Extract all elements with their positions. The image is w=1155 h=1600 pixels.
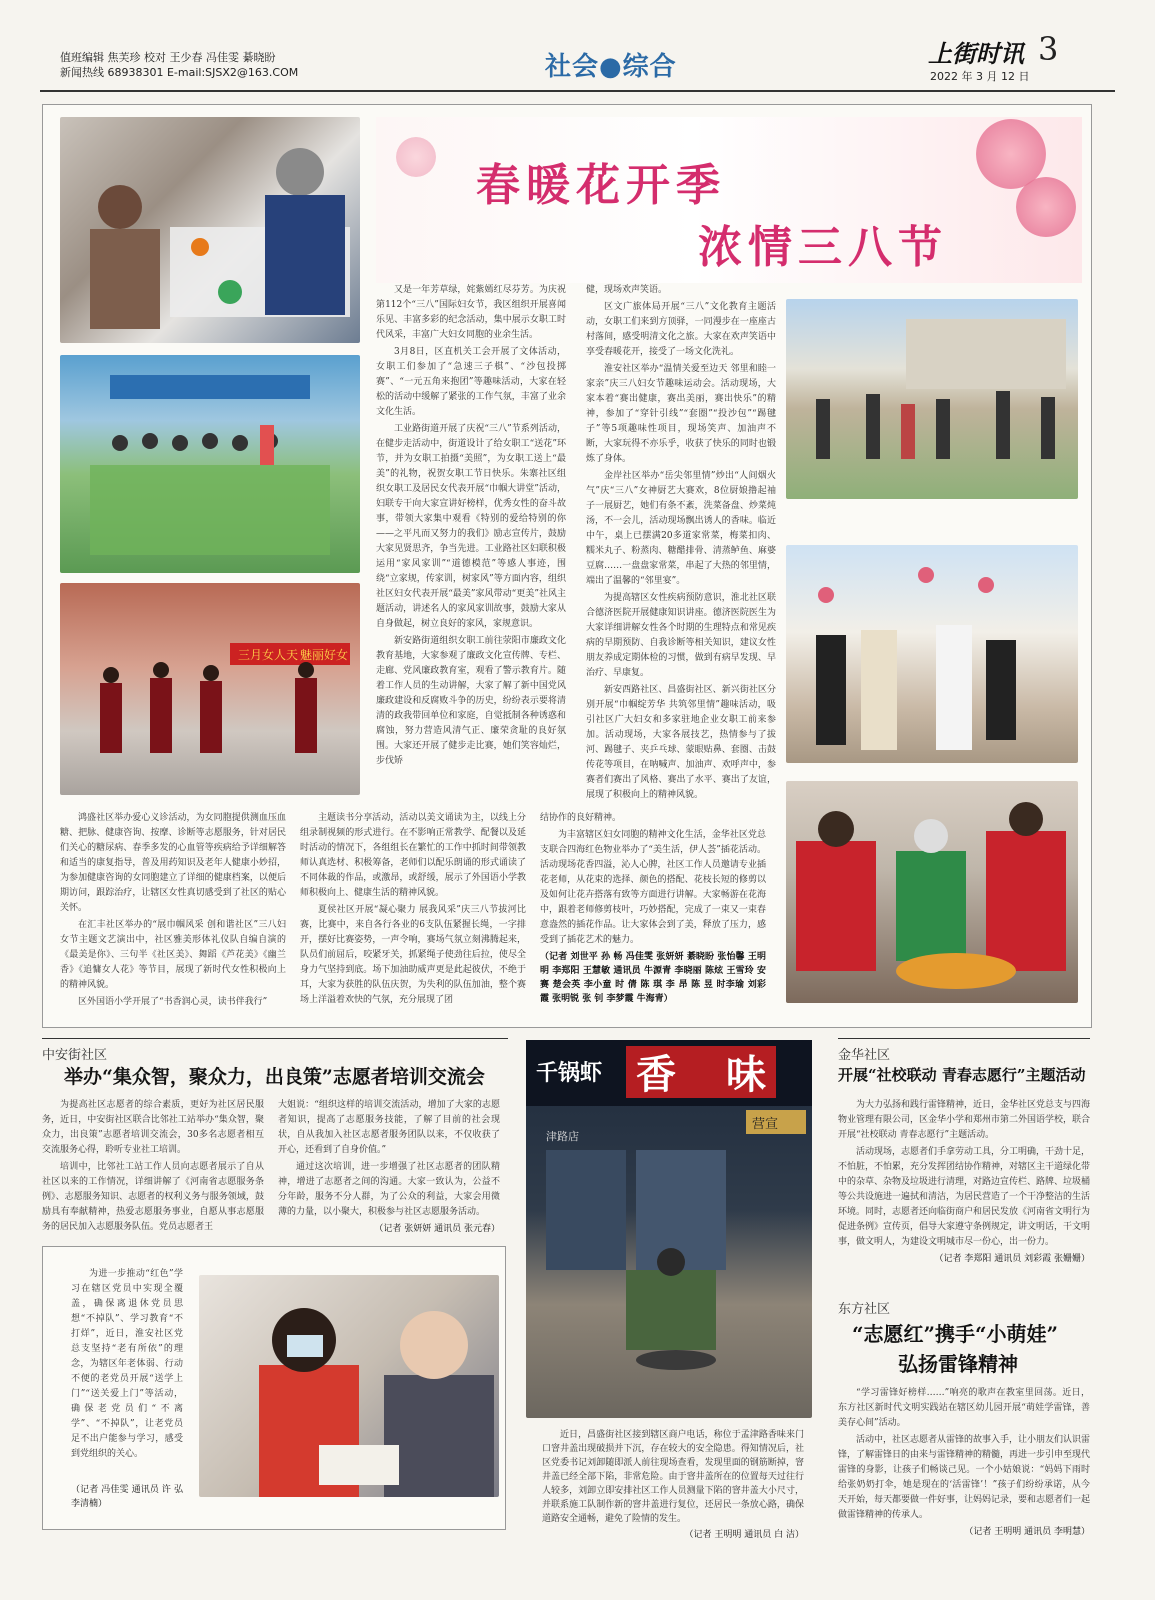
paragraph: 3月8日，区直机关工会开展了文体活动，女职工们参加了“急速三子棋”、“沙包投掷赛”、“一元五角来抱团”等趣味活动，大家在轻松的活动中缓解了紧张的工作气氛，丰富了业余文化生活。 — [376, 347, 566, 417]
staff-info — [60, 50, 298, 80]
photo-dance-performance — [60, 583, 360, 795]
article-headline-line1: “志愿红”携手“小萌娃” — [852, 1322, 1059, 1346]
photo-manhole-repair — [526, 1040, 812, 1418]
community-label: 中安街社区 — [42, 1048, 108, 1063]
issue-date: 2022 年 3 月 12 日 — [930, 70, 1030, 83]
byline: （记者 刘世平 孙 畅 冯佳雯 张妍妍 綦晓盼 张怡馨 王明明 李郑阳 王慧敏 通讯员 牛源青 李晓丽 陈炫 王雪玲 安 赛 楚会英 李小童 时 倩 陈 琪 李 昂 陈 昱 时李瑜 刘彩霞 张明锐 张 钊 李梦霞 牛海青） — [540, 952, 766, 1004]
stage-banner-text: 三月女人天 — [238, 648, 299, 662]
byline: （记者 李郑阳 通讯员 刘彩霞 张姗姗） — [934, 1254, 1090, 1264]
photo-story-box — [42, 1246, 506, 1530]
article-headline: 举办“集众智，聚众力，出良策”志愿者培训交流会 — [64, 1066, 485, 1088]
feature-article-bottom1 — [60, 811, 286, 1011]
staff-line: 值班编辑 焦芙珍 校对 王少春 冯佳雯 綦晓盼 — [60, 51, 276, 64]
community-label: 东方社区 — [838, 1302, 891, 1317]
paragraph: 为大力弘扬和践行雷锋精神，近日，金华社区党总支与四海物业管理有限公司，区金华小学和郑州市第二外国语学校，联合开展“社校联动 青春志愿行”主题活动。 — [838, 1100, 1091, 1140]
community-label: 金华社区 — [838, 1048, 891, 1063]
paragraph: 培训中，比邻社工站工作人员向志愿者展示了自从社区以来的工作情况，详细讲解了《河南省志愿服务条例》、志愿服务知识、志愿者的权利义务与服务领域，鼓励具有奉献精神，热爱志愿服务事业，自愿从事志愿服务的居民加入志愿服务队伍。党员志愿者王 — [42, 1162, 264, 1232]
paragraph: 工业路街道开展了庆祝“三八”节系列活动，在健步走活动中，街道设计了给女职工“送花”环节，并为女职工拍摄“美照”，为女职工送上“最美”的礼物，祝贺女职工节日快乐。朱寨社区组织女职工及居民女代表开展“巾帼大讲堂”活动，妇联专干向大家宣讲好榜样，优秀女性的奋斗故事，带领大家集中观看《特别的爱给特别的你——之平凡而又努力的我们》励志宣传片，鼓励大家见贤思齐，争当先进。工业路社区妇联积极运用“家风家训”“道德模范”等感人事迹，围绕“立家规，传家训，树家风”等方面内容，组织社区妇女代表开展“最美”家风带动“更美”社风主题活动，讲述名人的家风家训故事，鼓励大家从自身做起，树立良好的家风，家规意识。 — [376, 424, 566, 629]
shop-sign-text: 营宣 — [752, 1117, 779, 1132]
photo-sports-meet — [786, 299, 1078, 499]
section-title: 社会●综合 — [545, 52, 677, 82]
photo-figures — [786, 781, 1078, 1003]
photo-figures — [199, 1275, 499, 1497]
paragraph: 为提高辖区女性疾病预防意识，淮北社区联合德济医院开展健康知识讲座。德济医院医生为大家详细讲解女性各个时期的生理特点和常见疾病的早期预防、自我诊断等相关知识，建议女性朋友养成定期体检的习惯，做到有病早发现、早治疗、早康复。 — [586, 593, 776, 678]
byline: （记者 冯佳雯 通讯员 许 弘 李清楠） — [71, 1485, 183, 1509]
photo-story-text — [71, 1267, 183, 1473]
paragraph: 通过这次培训，进一步增强了社区志愿者的团队精神，增进了志愿者之间的沟通。大家一致认为，公益不分年龄，服务不分人群，为了公众的利益，大家会用微薄的力量，以小聚大，积极参与社区志愿服务活动。 — [278, 1162, 500, 1217]
section-rule — [42, 1038, 508, 1039]
paragraph: 活动现场，志愿者们手拿劳动工具，分工明确，干劲十足，不怕脏，不怕累，充分发挥团结协作精神，对辖区主干道绿化带中的杂草、杂物及垃圾进行清理，对路边宣传栏、路牌、垃圾桶等公共设施进一遍拭和清洁，为居民营造了一个干净整洁的生活环境。同时，志愿者还向临街商户和居民发放《河南省文明行为促进条例》宣传页，倡导大家遵守条例规定，讲文明话，干文明事，做文明人，为建设文明城市尽一份心，出一份力。 — [838, 1147, 1091, 1247]
paragraph: 区文广旅体局开展“三八”文化教育主题活动，女职工们来到方顶驿，一同漫步在一座座古村落间，感受明清文化之旅。大家在欢声笑语中享受春暖花开，接受了一场文化洗礼。 — [586, 302, 776, 357]
feature-title-line1: 春暖花开季 — [476, 160, 726, 211]
feature-article-bottom3 — [540, 811, 766, 1011]
article-headline-line2: 弘扬雷锋精神 — [898, 1352, 1018, 1376]
dongfang-article — [838, 1386, 1090, 1556]
paragraph: 在汇丰社区举办的“展巾帼风采 创和谐社区”三八妇女节主题文艺演出中，社区雅美形体礼仪队自编自演的《最美是你》、三句半《社区美》、舞蹈《芦花美》《幽兰香》《追慵女人花》等节目，展现了新时代女性积极向上的精神风貌。 — [60, 920, 286, 990]
shop-sign-text: 千锅虾 — [536, 1061, 603, 1086]
paragraph: 夏侯社区开展“凝心聚力 展我风采”庆三八节拔河比赛，比赛中，来自各行各业的6支队伍紧握长绳，一字排开，摆好比赛姿势，一声令响，赛场气氛立刻沸腾起来，队员们前屈后，咬紧牙关，抓紧绳子使劲往后拉，使尽全身力气坚持到底。场下加油助威声更是此起彼伏，不绝于耳，大家为获胜的队伍庆贺，为失利的队伍加油，整个赛场上洋溢着欢快的气氛，充分展现了团 — [300, 905, 526, 1005]
paragraph: 健，现场欢声笑语。 — [586, 285, 668, 295]
paragraph: “学习雷锋好榜样……”响亮的歌声在教室里回荡。近日，东方社区新时代文明实践站在辖区幼儿园开展“萌娃学雷锋，善美存心间”活动。 — [838, 1388, 1090, 1428]
feature-article-bottom2 — [300, 811, 526, 1011]
paragraph: 为进一步推动“红色”学习在辖区党员中实现全覆盖，确保离退休党员思想“不掉队”、学习教育“不打烊”，近日，淮安社区党总支坚持“老有所依”的理念，为辖区年老体弱、行动不便的老党员开展“送学上门”“送关爱上门”等活动，确保老党员们“不离学”、“不掉队”，让老党员足不出户能参与学习，感受到党组织的关心。 — [71, 1269, 183, 1459]
photo-figures — [60, 355, 360, 573]
hotline-line: 新闻热线 68938301 E-mail:SJSX2@163.COM — [60, 66, 299, 79]
page-number: 3 — [1038, 30, 1059, 68]
shop-sign-text: 味 — [726, 1052, 766, 1098]
paragraph: 又是一年芳草绿，姹紫嫣红尽芬芳。为庆祝第112个“三八”国际妇女节，我区组织开展喜闻乐见、丰富多彩的纪念活动，集中展示女职工时代风采，丰富广大妇女同胞的业余生活。 — [376, 285, 566, 340]
photo-cooking-contest — [786, 781, 1078, 1003]
paragraph: 新安路街道组织女职工前往荥阳市廉政文化教育基地，大家参观了廉政文化宣传牌、专栏、走廊、党风廉政教育室，观看了警示教育片。随着工作人员的生动讲解，大家了解了新中国党风廉政建设和反腐败斗争的历史，纷纷表示要将清清的政我带回单位和家庭，自觉抵制各种诱惑和腐蚀，努力营造风清气正、廉荣贪耻的良好氛围。大家还开展了健步走比赛，她们笑容灿烂，步伐矫 — [376, 636, 566, 766]
photo-pitch-pot-game — [60, 355, 360, 573]
photo-figures — [786, 545, 1078, 763]
page-header — [0, 0, 1155, 100]
photo-figures — [526, 1040, 812, 1418]
jinhua-article — [838, 1098, 1090, 1286]
flower-decoration — [396, 137, 436, 177]
byline: （记者 王明明 通讯员 李明慧） — [964, 1527, 1090, 1537]
photo-figures — [60, 583, 360, 795]
stage-banner-text: 魅丽好女 — [300, 648, 349, 662]
section-rule — [838, 1038, 1090, 1039]
shop-sign-text: 香 — [636, 1052, 676, 1098]
paragraph: 结协作的良好精神。 — [540, 813, 622, 823]
byline: （记者 王明明 通讯员 白 洁） — [684, 1530, 804, 1540]
zhongan-article-col1 — [42, 1098, 264, 1230]
newspaper-logo: 上街时讯 — [928, 39, 1024, 68]
zhongan-article-col2 — [278, 1098, 500, 1236]
photo-women-with-flowers — [786, 545, 1078, 763]
feature-article-col2 — [586, 283, 776, 800]
feature-title-line2: 浓情三八节 — [698, 222, 948, 273]
feature-section — [42, 104, 1092, 1028]
paragraph: 金岸社区举办“岳尖邻里情”炒出“人间烟火气”庆“三八”女神厨艺大赛欢，8位厨娘撸起袖子一展厨艺，她们有条不紊，洗菜备盘、炒菜炖汤，不一会儿，活动现场飘出诱人的香味。临近中午，桌上已摆满20多道家常菜，梅菜扣肉、糯米丸子、粉蒸肉、糖醋排骨、清蒸鲈鱼、麻婆豆腐……一盘盘家常菜，串起了大热的邻里情，端出了温馨的“邻里宴”。 — [586, 471, 776, 586]
flower-decoration — [1016, 177, 1076, 237]
paragraph: 为丰富辖区妇女同胞的精神文化生活，金华社区党总支联合四海红色物业举办了“美生活，伊人荟”插花活动。活动现场花香四溢，沁人心脾，社区工作人员邀请专业插花老师，从花束的选择、颜色的搭配、花枝长短的修剪以及如何让花卉搭落有致等方面进行讲解。大家畅游在花海中，跟着老师修剪枝叶，巧妙搭配，完成了一束又一束春意盎然的插花作品。让大家体会到了美，释放了压力，感受到了插花艺术的魅力。 — [540, 830, 766, 945]
photo-figures — [786, 299, 1078, 499]
photo-figures — [60, 117, 360, 343]
paragraph: 主题读书分享活动，活动以美文诵读为主，以线上分组录制视频的形式进行。在不影响正常教学、配餐以及延时活动的情况下，各组组长在繁忙的工作中抓时间带领教师认真选材、积极筹备，老师们以配乐朗诵的形式诵读了不同体裁的作品，或激昂，或舒缓，展示了外国语小学教师积极向上、健康生活的精神风貌。 — [300, 813, 526, 898]
paragraph: 鸿盛社区举办爱心义诊活动，为女同胞提供测血压血糖、把脉、健康咨询、按摩、诊断等志愿服务，针对居民们关心的糖尿病、春季多发的心血管等疾病给予详细解答和适当的康复指导，普及用药知识及老年人健康小妙招，为参加健康咨询的女同胞建立了详细的健康档案，以便后期访问，跟踪治疗，让辖区女性真切感受到了社区的贴心关怀。 — [60, 813, 286, 913]
photo-caption — [542, 1428, 804, 1554]
article-headline: 开展“社校联动 青春志愿行”主题活动 — [838, 1066, 1086, 1084]
paragraph: 为提高社区志愿者的综合素质，更好为社区居民服务，近日，中安街社区联合比邻社工站举办“集众智，聚众力，出良策”志愿者培训交流会，30多名志愿者相互交流服务心得，聆听专业社工培训。 — [42, 1100, 264, 1155]
feature-article-col1 — [376, 283, 566, 791]
photo-game-chopsticks — [60, 117, 360, 343]
paragraph: 大姐说：“组织这样的培训交流活动，增加了大家的志愿者知识，提高了志愿服务技能，了解了目前的社会现状，自从我加入社区志愿者服务团队以来，不仅收获了开心，还看到了自身价值。” — [278, 1100, 500, 1155]
header-rule — [40, 90, 1115, 92]
photo-elderly-party-member — [199, 1275, 499, 1497]
paragraph: 淮安社区举办“温情关爱至边天 邻里和睦一家亲”庆三八妇女节趣味运动会。活动现场，大家本着“赛出健康，赛出美丽，赛出快乐”的精神，参加了“穿针引线”“套圈”“投沙包”“踢毽子”等5项趣味性项目，现场笑声、加油声不断，大家玩得不亦乐乎，收获了快乐的同时也锻炼了身体。 — [586, 364, 776, 464]
paragraph: 近日，昌盛街社区接到辖区商户电话，称位于孟津路香味来门口窨井盖出现破损并下沉，存在较大的安全隐患。得知情况后，社区党委书记刘卸随即派人前往现场查看，发现里面的钢筋断掉，窨井盖已经全部下陷，非常危险。由于窨井盖所在的位置每天过往行人较多，刘卸立即安排社区工作人员测量下陷的窨井盖大小尺寸，并联系施工队制作新的窨井盖进行复位，还居民一条放心路，确保道路安全通畅，避免了险情的发生。 — [542, 1430, 804, 1524]
paragraph: 活动中，社区志愿者从雷锋的故事入手，让小朋友们认识雷锋，了解雷锋日的由来与雷锋精神的精髓，再进一步引申至现代雷锋的身影，让孩子们畅谈己见。一个小姑娘说：“妈妈下雨时给张奶奶打伞，她是现在的‘活雷锋’！”孩子们纷纷承诺，从今天开始，每天都要做一件好事，让妈妈记录，要和志愿者们一起做雷锋精神的传承人。 — [838, 1435, 1091, 1520]
shop-sign-text: 津路店 — [546, 1130, 579, 1143]
paragraph: 区外国语小学开展了“书香润心灵，读书伴我行” — [78, 997, 268, 1007]
feature-banner — [376, 117, 1082, 283]
byline: （记者 张妍妍 通讯员 张元春） — [374, 1224, 500, 1234]
paragraph: 新安西路社区、昌盛街社区、新兴街社区分别开展“巾帼绽芳华 共筑邻里情”趣味活动，吸引社区广大妇女和多家驻地企业女职工前来参加。活动现场，大家各展技艺，热情参与了拔河、踢毽子、夹乒乓球、蒙眼贴鼻、套圈、击鼓传花等项目，在呐喊声、加油声、欢呼声中，参赛者们赛出了风格、赛出了水平、赛出了友谊，展现了积极向上的精神风貌。 — [586, 685, 776, 800]
